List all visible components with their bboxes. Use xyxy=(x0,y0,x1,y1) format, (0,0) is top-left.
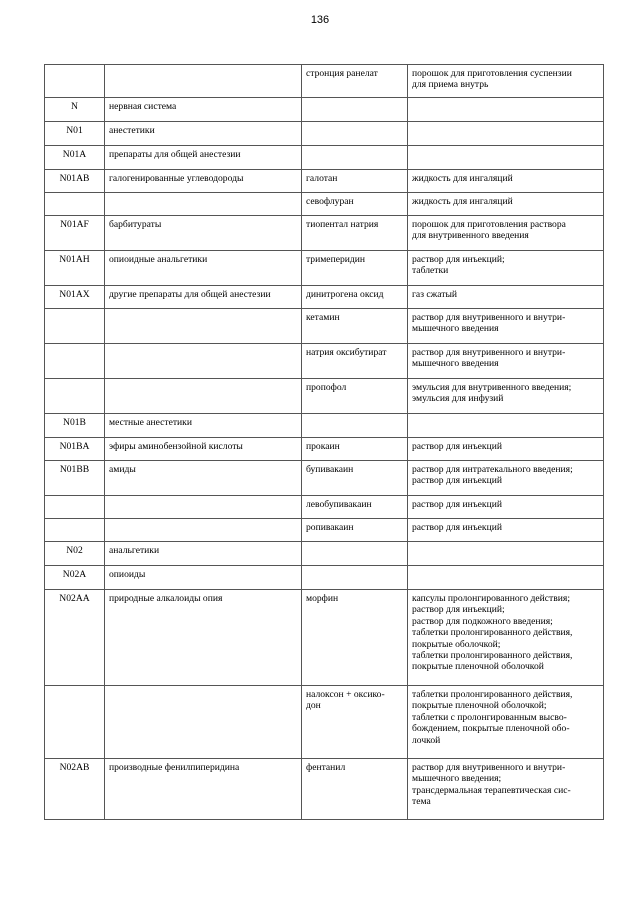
dosage-form-cell: раствор для инъекций; таблетки xyxy=(408,251,604,286)
atc-code-cell: N01 xyxy=(45,122,105,146)
drug-name-cell: левобупивакаин xyxy=(302,496,408,519)
group-name-cell: эфиры аминобензойной кислоты xyxy=(105,438,302,461)
table-row xyxy=(45,496,604,519)
atc-code-cell: N01A xyxy=(45,146,105,170)
table-body xyxy=(45,65,604,820)
drug-name-cell: ропивакаин xyxy=(302,519,408,542)
group-name-cell: местные анестетики xyxy=(105,414,302,438)
table-row xyxy=(45,759,604,820)
dosage-form-cell: порошок для приготовления суспензии для приема внутрь xyxy=(408,65,604,98)
dosage-form-cell: жидкость для ингаляций xyxy=(408,170,604,193)
atc-code-cell: N01BA xyxy=(45,438,105,461)
table-row xyxy=(45,519,604,542)
atc-code-cell xyxy=(45,344,105,379)
group-name-cell xyxy=(105,193,302,216)
atc-code-cell xyxy=(45,309,105,344)
dosage-form-cell: жидкость для ингаляций xyxy=(408,193,604,216)
table-row xyxy=(45,542,604,566)
atc-code-cell: N01B xyxy=(45,414,105,438)
dosage-form-cell: порошок для приготовления раствора для внутривенного введения xyxy=(408,216,604,251)
atc-code-cell: N01AH xyxy=(45,251,105,286)
dosage-form-cell: раствор для внутривенного и внутри- мышечного введения xyxy=(408,309,604,344)
drug-name-cell: тримеперидин xyxy=(302,251,408,286)
group-name-cell: природные алкалоиды опия xyxy=(105,590,302,686)
table-row xyxy=(45,590,604,686)
table-row xyxy=(45,193,604,216)
table-row xyxy=(45,566,604,590)
drug-name-cell xyxy=(302,98,408,122)
table-row xyxy=(45,98,604,122)
drug-name-cell: кетамин xyxy=(302,309,408,344)
dosage-form-cell: раствор для внутривенного и внутри- мышечного введения; трансдермальная терапевтическая сис- тема xyxy=(408,759,604,820)
drug-name-cell: пропофол xyxy=(302,379,408,414)
drug-name-cell: морфин xyxy=(302,590,408,686)
table-row xyxy=(45,170,604,193)
drug-name-cell: налоксон + оксико- дон xyxy=(302,686,408,759)
drug-name-cell: прокаин xyxy=(302,438,408,461)
group-name-cell: нервная система xyxy=(105,98,302,122)
drug-name-cell: стронция ранелат xyxy=(302,65,408,98)
atc-code-cell: N02 xyxy=(45,542,105,566)
table-row xyxy=(45,379,604,414)
atc-code-cell xyxy=(45,519,105,542)
dosage-form-cell xyxy=(408,542,604,566)
group-name-cell: производные фенилпиперидина xyxy=(105,759,302,820)
atc-code-cell: N01AX xyxy=(45,286,105,309)
drug-name-cell: фентанил xyxy=(302,759,408,820)
drug-name-cell xyxy=(302,566,408,590)
group-name-cell: анестетики xyxy=(105,122,302,146)
atc-code-cell: N01AF xyxy=(45,216,105,251)
atc-code-cell: N01BB xyxy=(45,461,105,496)
table-row xyxy=(45,122,604,146)
dosage-form-cell: эмульсия для внутривенного введения; эмульсия для инфузий xyxy=(408,379,604,414)
atc-code-cell xyxy=(45,686,105,759)
group-name-cell: галогенированные углеводороды xyxy=(105,170,302,193)
dosage-form-cell: таблетки пролонгированного действия, покрытые пленочной оболочкой; таблетки с пролонгированным высво- бождением, покрытые пленочной обо- лочкой xyxy=(408,686,604,759)
dosage-form-cell: раствор для инъекций xyxy=(408,519,604,542)
dosage-form-cell: капсулы пролонгированного действия; раствор для инъекций; раствор для подкожного введения; таблетки пролонгированного действия, покрытые оболочкой; таблетки пролонгированного действия, покрытые пленочной оболочкой xyxy=(408,590,604,686)
table-row xyxy=(45,216,604,251)
drug-name-cell: динитрогена оксид xyxy=(302,286,408,309)
atc-code-cell xyxy=(45,65,105,98)
table-row xyxy=(45,344,604,379)
atc-code-cell: N02AA xyxy=(45,590,105,686)
atc-code-cell: N02A xyxy=(45,566,105,590)
group-name-cell xyxy=(105,686,302,759)
drug-name-cell xyxy=(302,542,408,566)
dosage-form-cell xyxy=(408,146,604,170)
table-row xyxy=(45,414,604,438)
table-row xyxy=(45,65,604,98)
group-name-cell: барбитураты xyxy=(105,216,302,251)
dosage-form-cell xyxy=(408,122,604,146)
group-name-cell xyxy=(105,379,302,414)
atc-code-cell: N xyxy=(45,98,105,122)
atc-code-cell: N01AB xyxy=(45,170,105,193)
group-name-cell: другие препараты для общей анестезии xyxy=(105,286,302,309)
table-row xyxy=(45,438,604,461)
dosage-form-cell: раствор для внутривенного и внутри- мышечного введения xyxy=(408,344,604,379)
drug-name-cell xyxy=(302,122,408,146)
dosage-form-cell: раствор для инъекций xyxy=(408,438,604,461)
dosage-form-cell xyxy=(408,98,604,122)
drug-name-cell xyxy=(302,146,408,170)
table-row xyxy=(45,286,604,309)
group-name-cell xyxy=(105,309,302,344)
table-row xyxy=(45,461,604,496)
drug-name-cell: бупивакаин xyxy=(302,461,408,496)
atc-code-cell: N02AB xyxy=(45,759,105,820)
drug-name-cell xyxy=(302,414,408,438)
group-name-cell xyxy=(105,344,302,379)
group-name-cell: опиоиды xyxy=(105,566,302,590)
atc-code-cell xyxy=(45,379,105,414)
dosage-form-cell: раствор для инъекций xyxy=(408,496,604,519)
atc-code-cell xyxy=(45,193,105,216)
drug-name-cell: тиопентал натрия xyxy=(302,216,408,251)
dosage-form-cell: газ сжатый xyxy=(408,286,604,309)
group-name-cell xyxy=(105,65,302,98)
group-name-cell: амиды xyxy=(105,461,302,496)
table-row xyxy=(45,251,604,286)
page-number: 136 xyxy=(310,14,330,26)
drug-name-cell: севофлуран xyxy=(302,193,408,216)
atc-code-cell xyxy=(45,496,105,519)
table-row xyxy=(45,146,604,170)
group-name-cell: опиоидные анальгетики xyxy=(105,251,302,286)
dosage-form-cell: раствор для интратекального введения; раствор для инъекций xyxy=(408,461,604,496)
table-row xyxy=(45,309,604,344)
group-name-cell: анальгетики xyxy=(105,542,302,566)
group-name-cell: препараты для общей анестезии xyxy=(105,146,302,170)
dosage-form-cell xyxy=(408,566,604,590)
drug-table xyxy=(44,64,604,820)
drug-name-cell: галотан xyxy=(302,170,408,193)
group-name-cell xyxy=(105,519,302,542)
table-row xyxy=(45,686,604,759)
group-name-cell xyxy=(105,496,302,519)
dosage-form-cell xyxy=(408,414,604,438)
drug-name-cell: натрия оксибутират xyxy=(302,344,408,379)
